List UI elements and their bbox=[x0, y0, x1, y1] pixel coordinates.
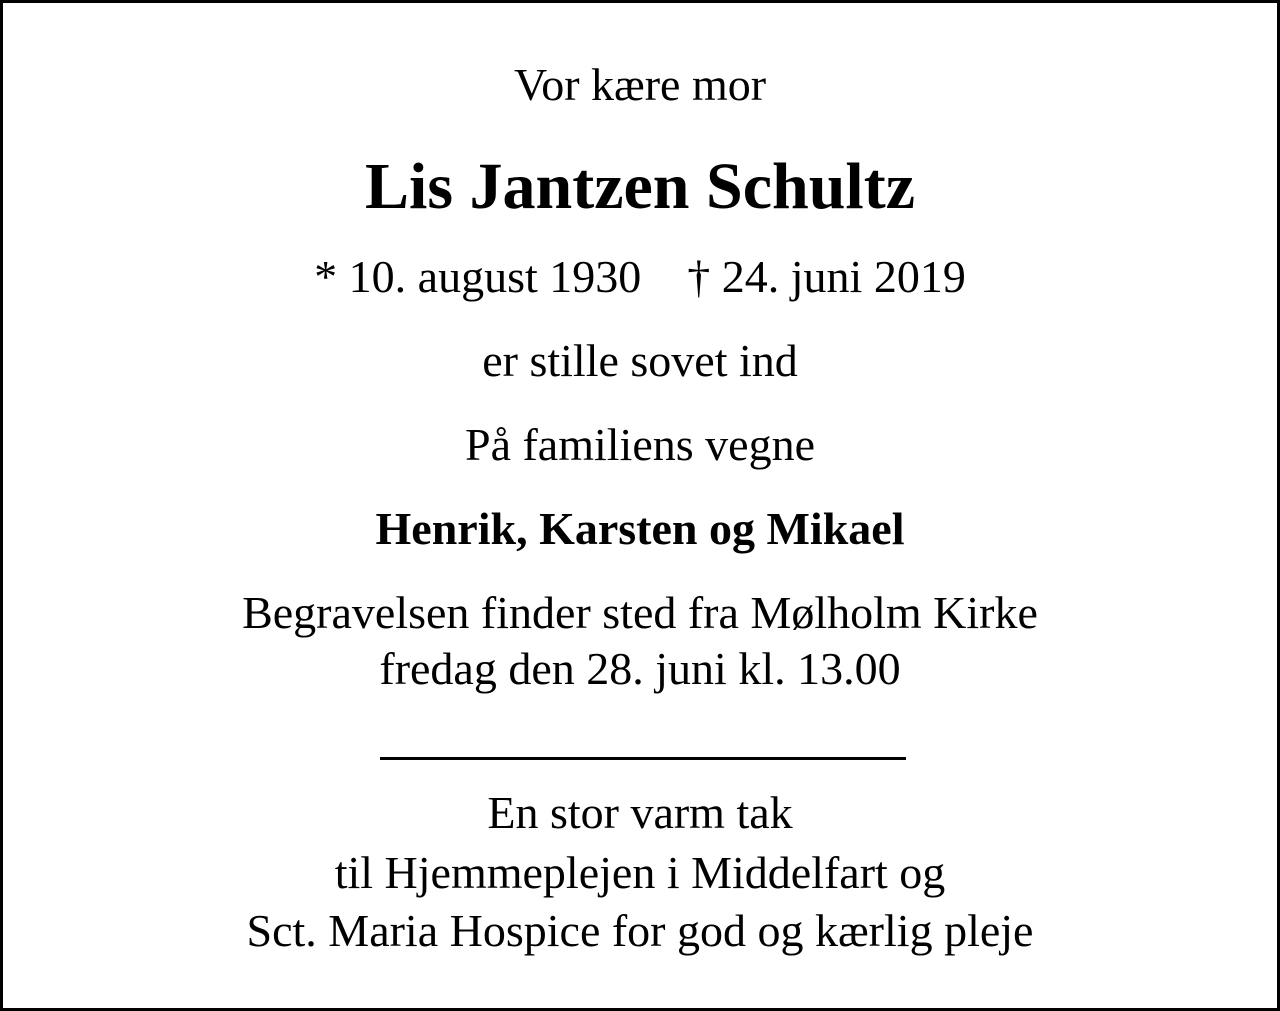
intro-text: Vor kære mor bbox=[513, 59, 767, 110]
behalf-text: På familiens vegne bbox=[464, 419, 815, 470]
funeral-time: fredag den 28. juni kl. 13.00 bbox=[379, 643, 901, 694]
passed-text: er stille sovet ind bbox=[482, 335, 798, 386]
birth-date: * 10. august 1930 bbox=[314, 251, 642, 302]
signers-names: Henrik, Karsten og Mikael bbox=[375, 503, 905, 554]
thanks-line-3: Sct. Maria Hospice for god og kærlig pleje bbox=[246, 905, 1034, 956]
death-date: † 24. juni 2019 bbox=[687, 251, 966, 302]
funeral-location: Begravelsen finder sted fra Mølholm Kirke bbox=[242, 587, 1038, 638]
divider-line bbox=[380, 757, 906, 760]
thanks-line-1: En stor varm tak bbox=[487, 787, 793, 838]
life-dates bbox=[3, 249, 1277, 305]
thanks-line-2: til Hjemmeplejen i Middelfart og bbox=[334, 847, 946, 898]
deceased-name: Lis Jantzen Schultz bbox=[364, 150, 916, 223]
